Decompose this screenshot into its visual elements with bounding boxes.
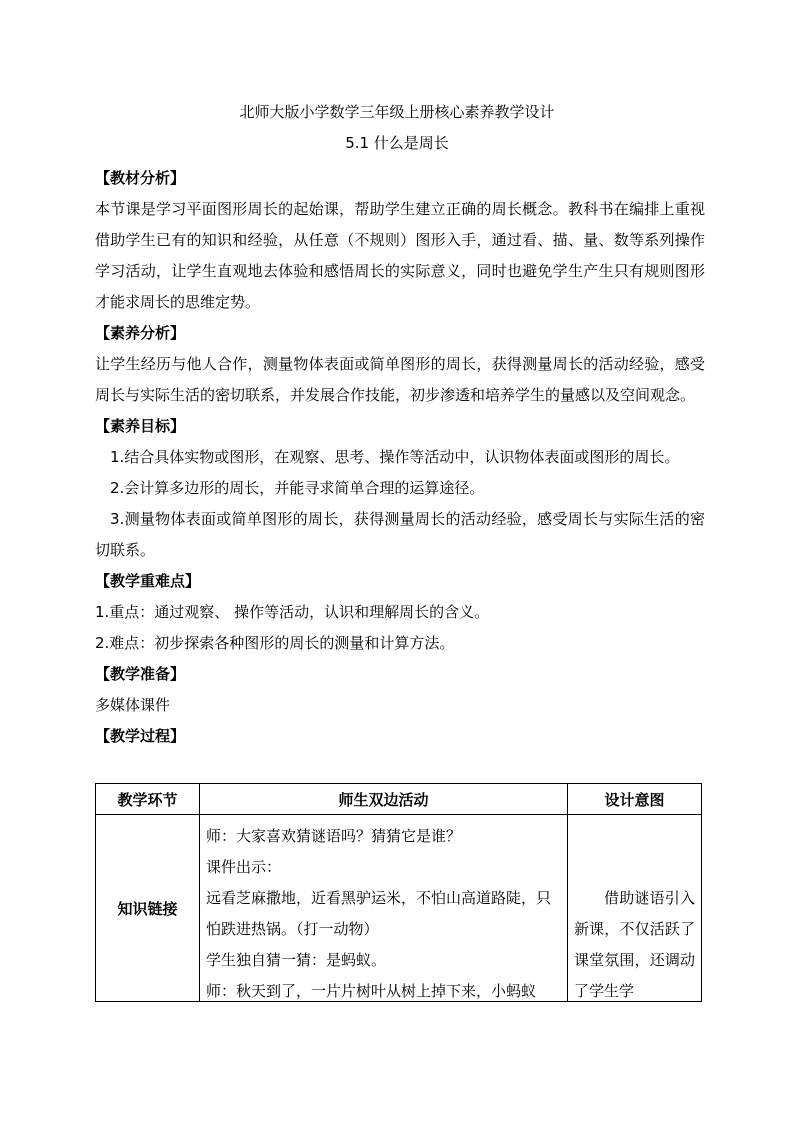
goal-item: 3.测量物体表面或简单图形的周长，获得测量周长的活动经验，感受周长与实际生活的密切联系。 — [95, 510, 705, 559]
literacy-analysis-text: 让学生经历与他人合作，测量物体表面或简单图形的周长，获得测量周长的活动经验，感受周长与实际生活的密切联系，并发展合作技能，初步渗透和培养学生的量感以及空间观念。 — [95, 355, 705, 404]
activity-line: 课件出示： — [206, 858, 282, 876]
section-heading-material: 【教材分析】 — [95, 169, 186, 187]
document-title: 北师大版小学数学三年级上册核心素养教学设计 — [239, 103, 555, 121]
material-analysis-text: 本节课是学习平面图形周长的起始课，帮助学生建立正确的周长概念。教科书在编排上重视借助学生已有的知识和经验，从任意（不规则）图形入手，通过看、描、量、数等系列操作学习活动，让学生直观地去体验和感悟周长的实际意义，同时也避免学生产生只有规则图形才能求周长的思维定势。 — [95, 200, 705, 311]
section-heading-goals: 【素养目标】 — [95, 417, 186, 435]
column-header-activity: 师生双边活动 — [200, 784, 568, 815]
document-body — [95, 163, 705, 752]
intent-text: 借助谜语引入新课，不仅活跃了课堂氛围，还调动了学生学 — [574, 889, 695, 1000]
intent-cell — [568, 815, 702, 1002]
key-point-item: 1.重点：通过观察、 操作等活动，认识和理解周长的含义。 — [95, 603, 490, 621]
preparation-text: 多媒体课件 — [95, 696, 171, 714]
column-header-stage: 教学环节 — [96, 784, 200, 815]
section-heading-literacy: 【素养分析】 — [95, 324, 186, 342]
stage-cell: 知识链接 — [96, 815, 200, 1002]
goal-item: 2.会计算多边形的周长，并能寻求简单合理的运算途径。 — [110, 479, 485, 497]
section-heading-process: 【教学过程】 — [95, 727, 186, 745]
activity-line: 师：秋天到了，一片片树叶从树上掉下来，小蚂蚁 — [206, 982, 537, 1000]
table-header-row — [96, 784, 702, 815]
activity-line: 师：大家喜欢猜谜语吗？猜猜它是谁？ — [206, 827, 462, 845]
key-point-item: 2.难点：初步探索各种图形的周长的测量和计算方法。 — [95, 634, 455, 652]
column-header-intent: 设计意图 — [568, 784, 702, 815]
teaching-process-table — [95, 783, 702, 1002]
lesson-title: 5.1 什么是周长 — [345, 134, 449, 152]
section-heading-key-points: 【教学重难点】 — [95, 572, 201, 590]
activity-line: 学生独自猜一猜：是蚂蚁。 — [206, 951, 387, 969]
activity-line: 远看芝麻撒地，近看黑驴运米，不怕山高道路陡，只怕跌进热锅。（打一动物） — [206, 889, 552, 938]
table-row — [96, 815, 702, 1002]
section-heading-preparation: 【教学准备】 — [95, 665, 186, 683]
goal-item: 1.结合具体实物或图形，在观察、思考、操作等活动中，认识物体表面或图形的周长。 — [110, 448, 680, 466]
activity-cell — [200, 815, 568, 1002]
